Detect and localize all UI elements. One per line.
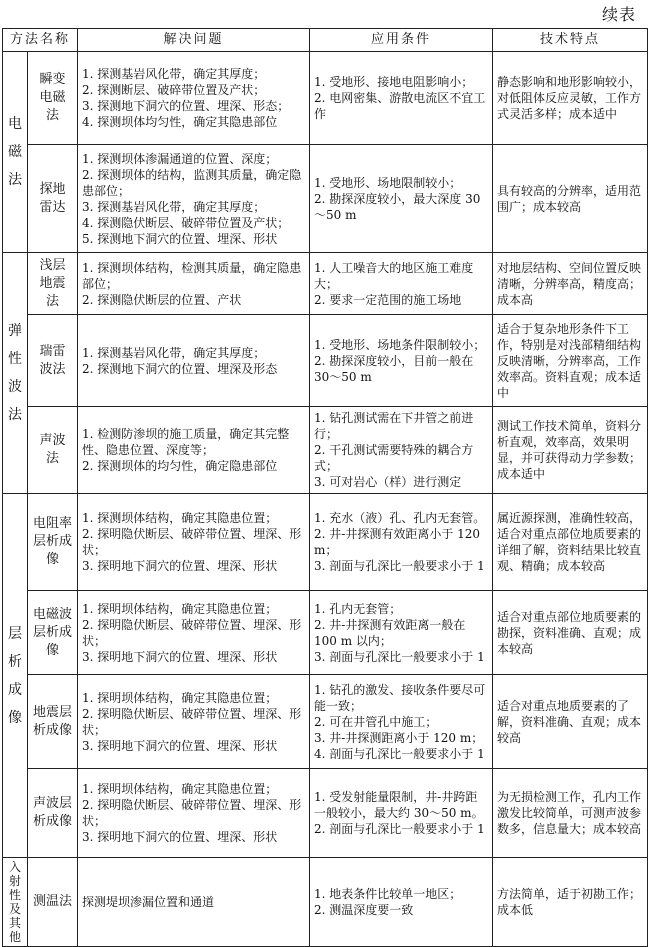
cell-line: 析成像: [33, 814, 73, 829]
method-name: [28, 769, 78, 858]
cell-line: 2. 探测断层、破碎带位置及产状；: [82, 83, 266, 97]
cell-line: 2. 探明隐伏断层、破碎带位置、埋深、形状；: [82, 617, 302, 648]
cell-line: 3. 探测基岩风化带，确定其厚度；: [82, 199, 266, 214]
table-row: [3, 769, 648, 858]
cell-line: 地震层: [33, 704, 73, 720]
features-cell: [493, 675, 648, 769]
category-char: 波: [8, 379, 22, 395]
cell-line: 5. 探测地下洞穴的位置、埋深、形状: [82, 231, 278, 246]
cell-line: 1. 受地形、接地电阻影响小；: [314, 75, 474, 89]
cell-line: 1. 探测坝体结构，确定其隐患位置；: [82, 511, 278, 525]
cell-line: 1. 受地形、场地条件限制较小；: [314, 337, 486, 352]
cell-line: 1. 地表条件比较单一地区；: [314, 887, 462, 901]
problems-cell: [78, 675, 310, 769]
cell-line: 方法简单，适于初勘工作；成本低: [497, 887, 642, 917]
category-char: 层: [8, 625, 22, 642]
cell-line: 2. 探测坝体的结构，监测其质量，确定隐患部位；: [82, 167, 302, 198]
conditions-cell: [310, 769, 493, 858]
method-name: [28, 315, 78, 407]
cell-line: 2. 勘探深度较小，目前一般在 30～50 m: [314, 353, 474, 384]
cell-line: 具有较高的分辨率，适用范围广；成本较高: [497, 183, 642, 214]
features-cell: [493, 253, 648, 315]
table-row: [3, 494, 648, 591]
cell-line: 2. 干孔测试需要特殊的耦合方式；: [314, 443, 474, 473]
cell-line: 2. 要求一定范围的施工场地: [314, 292, 462, 307]
header-problems: 解决问题: [78, 29, 310, 52]
conditions-cell: [310, 407, 493, 494]
cell-line: 1. 探测基岩风化带，确定其厚度；: [82, 67, 266, 81]
category-char: 性: [8, 351, 22, 367]
cell-line: 1. 探测基岩风化带，确定其厚度；: [82, 345, 266, 360]
cell-line: 对地层结构、空间位置反映清晰，分辨率高，精度高；成本高: [497, 260, 642, 307]
features-cell: [493, 407, 648, 494]
conditions-cell: [310, 675, 493, 769]
cell-line: 3. 探明地下洞穴的位置、埋深、形状: [82, 830, 278, 844]
cell-line: 2. 探测坝体的均匀性，确定隐患部位: [82, 459, 278, 473]
problems-cell: [78, 253, 310, 315]
cell-line: 2. 探测地下洞穴的位置、埋深及形态: [82, 361, 278, 376]
cell-line: 声波: [39, 433, 66, 448]
category-char: 析: [8, 653, 22, 670]
table-row: [3, 675, 648, 769]
cell-line: 2. 探明隐伏断层、破碎带位置、埋深、形状；: [82, 527, 302, 557]
conditions-cell: [310, 591, 493, 675]
cell-line: 1. 探测坝体结构，检测其质量，确定隐患部位；: [82, 260, 302, 291]
cell-line: 1. 钻孔的激发、接收条件要尽可能一致；: [314, 682, 486, 713]
cell-line: 法: [46, 451, 60, 466]
cell-line: 瑞雷: [39, 343, 66, 359]
cell-line: 2. 探明隐伏断层、破碎带位置、埋深、形状；: [82, 798, 302, 828]
method-name: [28, 591, 78, 675]
cell-line: 2. 井-井探测有效距离一般在 100 m 以内；: [314, 617, 466, 648]
category-char: 入射: [8, 860, 21, 888]
cell-line: 4. 探测坝体均匀性，确定其隐患部位: [82, 115, 278, 129]
cell-line: 1. 探明坝体结构，确定其隐患位置；: [82, 782, 278, 796]
category-char: 其他: [8, 916, 21, 944]
cell-line: 1. 人工噪音大的地区施工难度大；: [314, 260, 474, 291]
category-char: 法: [8, 172, 22, 188]
problems-cell: [78, 591, 310, 675]
cell-line: 地震: [39, 275, 66, 291]
cell-line: 2. 井-井探测有效距离小于 120 m；: [314, 527, 481, 557]
cell-line: 波法: [39, 361, 66, 377]
cell-line: 声波层: [33, 796, 73, 811]
cell-line: 3. 探明地下洞穴的位置、埋深、形状: [82, 559, 278, 573]
category-cell: [3, 253, 28, 494]
category-cell: [3, 494, 28, 858]
cell-line: 3. 剖面与孔深比一般要求小于 1: [314, 649, 485, 664]
method-name: [28, 407, 78, 494]
table-row: [3, 315, 648, 407]
method-name: [28, 858, 78, 947]
cell-line: 1. 受发射能量限制，井-井跨距一般较小，最大约 30～50 m。: [314, 790, 484, 820]
conditions-cell: [310, 315, 493, 407]
cell-line: 1. 探明坝体结构，确定其隐患位置；: [82, 601, 278, 616]
method-name: [28, 494, 78, 591]
cell-line: 适合于复杂地形条件下工作，特别是对浅部精细结构反映清晰，分辨率高，工作效率高。资料直观；成本适中: [497, 321, 642, 400]
cell-line: 1. 探测坝体渗漏通道的位置、深度；: [82, 151, 278, 166]
problems-cell: [78, 858, 310, 947]
cell-line: 2. 测温深度要一致: [314, 903, 414, 917]
cell-line: 静态影响和地形影响较小，对低阻体反应灵敏，工作方式灵活多样；成本适中: [497, 75, 642, 121]
header-row: [3, 29, 648, 52]
cell-line: 像: [46, 642, 60, 658]
features-cell: [493, 315, 648, 407]
cell-line: 2. 勘探深度较小，最大深度 30～50 m: [314, 191, 481, 222]
methods-table: [2, 28, 648, 947]
features-cell: [493, 145, 648, 253]
cell-line: 测试工作技术简单，资料分析直观，效率高，效果明显，并可获得动力学参数；成本适中: [497, 419, 642, 481]
cell-line: 适合对重点部位地质要素的勘探，资料准确、直观；成本较高: [497, 609, 642, 656]
table-body: [3, 52, 648, 947]
features-cell: [493, 591, 648, 675]
category-char: 像: [8, 709, 22, 726]
category-char: 弹: [8, 323, 22, 339]
method-name: [28, 253, 78, 315]
conditions-cell: [310, 253, 493, 315]
cell-line: 3. 探明地下洞穴的位置、埋深、形状: [82, 738, 278, 753]
cell-line: 2. 探明隐伏断层、破碎带位置、埋深、形状；: [82, 706, 302, 737]
problems-cell: [78, 52, 310, 145]
cell-line: 3. 剖面与孔深比一般要求小于 1: [314, 559, 485, 573]
cell-line: 电阻率: [33, 516, 73, 531]
cell-line: 3. 探测地下洞穴的位置、埋深、形态；: [82, 99, 290, 113]
method-name: [28, 675, 78, 769]
cell-line: 1. 探明坝体结构，确定其隐患位置；: [82, 690, 278, 705]
cell-line: 测温法: [33, 894, 73, 909]
cell-line: 瞬变: [39, 72, 66, 87]
cell-line: 2. 探测隐伏断层的位置、产状: [82, 292, 242, 307]
problems-cell: [78, 145, 310, 253]
cell-line: 1. 孔内无套管；: [314, 601, 402, 616]
table-row: [3, 52, 648, 145]
cell-line: 雷达: [39, 199, 66, 215]
cell-line: 为无损检测工作，孔内工作激发比较简单，可测声波参数多，信息量大；成本较高: [497, 790, 642, 836]
table-row: [3, 253, 648, 315]
table-row: [3, 145, 648, 253]
table-row: [3, 591, 648, 675]
cell-line: 电磁: [39, 90, 66, 105]
cell-line: 电磁波: [33, 606, 73, 622]
method-name: [28, 52, 78, 145]
header-features: 技术特点: [493, 29, 648, 52]
cell-line: 2. 剖面与孔深比一般要求小于 1: [314, 822, 485, 836]
category-char: 磁: [8, 144, 22, 160]
conditions-cell: [310, 494, 493, 591]
cell-line: 探测堤坝渗漏位置和通道: [82, 895, 215, 909]
category-char: 法: [8, 407, 22, 423]
problems-cell: [78, 407, 310, 494]
category-char: 成: [8, 681, 22, 698]
features-cell: [493, 494, 648, 591]
cell-line: 属近源探测，准确性较高，适合对重点部位地质要素的详细了解，资料结果比较直观、精确；成本较高: [497, 511, 642, 573]
method-name: [28, 145, 78, 253]
problems-cell: [78, 769, 310, 858]
cell-line: 1. 受地形、场地限制较小；: [314, 175, 462, 190]
features-cell: [493, 858, 648, 947]
cell-line: 像: [46, 552, 60, 567]
category-char: 电: [8, 116, 22, 132]
category-cell: [3, 858, 28, 947]
category-cell: [3, 52, 28, 253]
cell-line: 析成像: [33, 722, 73, 738]
cell-line: 1. 检测防渗坝的施工质量，确定其完整性、隐患位置、深度等；: [82, 427, 290, 457]
features-cell: [493, 769, 648, 858]
cell-line: 法: [46, 293, 60, 309]
header-method: 方法名称: [3, 29, 78, 52]
table-caption: 续表: [601, 5, 636, 24]
conditions-cell: [310, 145, 493, 253]
conditions-cell: [310, 52, 493, 145]
cell-line: 3. 探明地下洞穴的位置、埋深、形状: [82, 649, 278, 664]
cell-line: 1. 钻孔测试需在下井管之前进行；: [314, 411, 474, 441]
table-row: [3, 858, 648, 947]
cell-line: 浅层: [39, 257, 66, 273]
features-cell: [493, 52, 648, 145]
cell-line: 层析成: [33, 534, 73, 549]
cell-line: 3. 井-井探测距离小于 120 m；: [314, 730, 484, 745]
problems-cell: [78, 315, 310, 407]
cell-line: 2. 可在井管孔中施工；: [314, 714, 438, 729]
conditions-cell: [310, 858, 493, 947]
cell-line: 探地: [39, 181, 66, 197]
cell-line: 1. 充水（液）孔、孔内无套管。: [314, 511, 486, 525]
problems-cell: [78, 494, 310, 591]
cell-line: 4. 剖面与孔深比一般要求小于 1: [314, 746, 485, 761]
cell-line: 4. 探测隐伏断层、破碎带位置及产状；: [82, 215, 290, 230]
cell-line: 2. 电网密集、游散电流区不宜工作: [314, 91, 486, 121]
cell-line: 法: [46, 108, 60, 123]
cell-line: 3. 可对岩心（样）进行测定: [314, 475, 462, 489]
category-char: 性及: [8, 888, 21, 916]
header-conditions: 应用条件: [310, 29, 493, 52]
cell-line: 适合对重点地质要素的了解，资料准确、直观；成本较高: [497, 698, 642, 745]
cell-line: 层析成: [33, 624, 73, 640]
table-row: [3, 407, 648, 494]
